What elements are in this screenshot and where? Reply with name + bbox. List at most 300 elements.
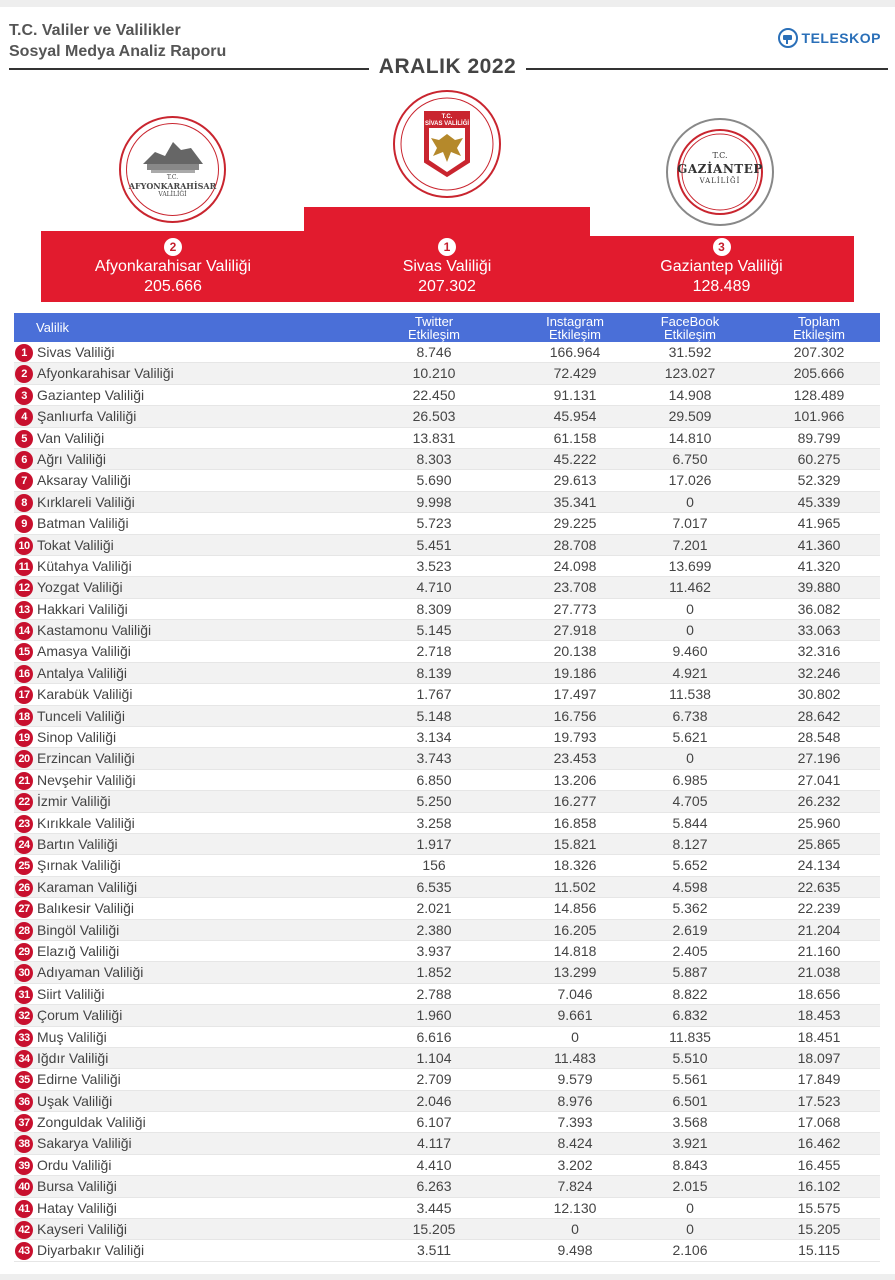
facebook-value: 8.822 [672,985,708,1002]
table-row [14,1005,880,1026]
facebook-value: 5.510 [672,1049,708,1066]
total-value: 101.966 [793,408,845,425]
total-value: 15.115 [798,1242,840,1259]
total-value: 18.656 [797,985,841,1002]
twitter-value: 2.021 [416,900,452,917]
valilik-name: Aksaray Valiliği [37,472,131,489]
total-value: 27.041 [797,771,841,788]
podium-first-name: Sivas Valiliği [402,258,492,275]
facebook-value: 6.832 [672,1007,708,1024]
total-value: 28.548 [797,729,841,746]
facebook-value: 8.843 [672,1156,708,1173]
rank-badge: 25 [15,857,33,875]
instagram-value: 23.453 [553,750,597,767]
table-row [14,920,880,941]
valilik-name: Zonguldak Valiliği [37,1114,146,1131]
afyon-emblem-office: VALİLİĞİ [158,191,187,198]
rank-badge: 4 [15,408,33,426]
rank-badge: 27 [15,900,33,918]
sivas-emblem [393,90,501,198]
valilik-name: Yozgat Valiliği [37,579,123,596]
table-row [14,1069,880,1090]
table-row [14,1112,880,1133]
table-row [14,791,880,812]
twitter-value: 1.852 [416,964,452,981]
valilik-name: Tunceli Valiliği [37,707,125,724]
valilik-name: Şanlıurfa Valiliği [37,408,137,425]
valilik-name: Siirt Valiliği [37,985,105,1002]
facebook-value: 29.509 [668,408,712,425]
table-row [14,1240,880,1261]
valilik-name: Sivas Valiliği [37,344,115,360]
afyon-emblem-tc: T.C. [166,174,179,181]
rank-badge: 15 [15,643,33,661]
facebook-value: 4.921 [672,664,708,681]
col-header-name-text: Valilik [36,320,69,335]
facebook-value: 123.027 [664,365,716,382]
total-value: 26.232 [797,793,841,810]
instagram-value: 9.579 [557,1071,593,1088]
facebook-value: 3.568 [672,1114,708,1131]
podium-third-name: Gaziantep Valiliği [660,258,783,275]
table-row [14,406,880,427]
rank-badge: 16 [15,665,33,683]
instagram-value: 27.918 [553,622,597,639]
total-value: 16.462 [797,1135,841,1152]
total-value: 25.960 [797,814,841,831]
bottom-strip [0,1274,895,1280]
instagram-value: 0 [571,1221,579,1238]
twitter-value: 3.258 [416,814,452,831]
gaziantep-emblem-tc: T.C. [712,151,728,160]
total-value: 21.160 [797,942,841,959]
valilik-name: Diyarbakır Valiliği [37,1242,145,1259]
instagram-value: 16.756 [553,707,597,724]
facebook-value: 5.362 [672,900,708,917]
rank-badge: 42 [15,1221,33,1239]
valilik-name: Hakkari Valiliği [37,600,128,617]
rank-badge: 31 [15,986,33,1004]
col-header-twitter [374,313,494,342]
instagram-value: 0 [571,1028,579,1045]
report-title-line2: Sosyal Medya Analiz Raporu [9,43,227,60]
facebook-value: 5.652 [672,857,708,874]
rank-badge: 5 [15,430,33,448]
sivas-emblem-name: SİVAS VALİLİĞİ [424,121,470,127]
rank-badge: 28 [15,922,33,940]
valilik-name: Adıyaman Valiliği [37,964,144,981]
table-row [14,577,880,598]
table-row [14,663,880,684]
table-row [14,641,880,662]
table-row [14,962,880,983]
valilik-name: Ordu Valiliği [37,1156,112,1173]
valilik-name: Şırnak Valiliği [37,857,121,874]
instagram-value: 19.186 [553,664,597,681]
rank-badge: 26 [15,879,33,897]
table-row [14,1091,880,1112]
table-row [14,556,880,577]
twitter-value: 3.511 [417,1242,451,1259]
rank-badge: 1 [15,344,33,362]
instagram-value: 61.158 [553,429,597,446]
valilik-name: Van Valiliği [37,429,105,446]
instagram-value: 24.098 [553,557,597,574]
instagram-value: 29.225 [553,515,597,532]
twitter-value: 5.250 [416,793,452,810]
total-value: 17.849 [797,1071,841,1088]
table-row [14,748,880,769]
afyon-emblem-name: AFYONKARAHİSAR [128,181,217,191]
facebook-value: 0 [686,493,694,510]
instagram-value: 17.497 [553,686,597,703]
rank-badge: 34 [15,1050,33,1068]
table-row [14,834,880,855]
instagram-value: 7.393 [557,1114,593,1131]
instagram-value: 16.277 [553,793,597,810]
twitter-value: 156 [422,857,446,874]
instagram-value: 166.964 [549,344,601,360]
twitter-value: 22.450 [412,386,456,403]
col-header-instagram-1: Instagram [546,313,604,329]
facebook-value: 0 [686,1199,694,1216]
total-value: 32.246 [797,664,841,681]
col-header-instagram [515,313,635,342]
report-period [0,55,895,79]
col-header-name [36,313,156,342]
total-value: 21.038 [797,964,841,981]
twitter-value: 5.148 [416,707,452,724]
rank-badge: 32 [15,1007,33,1025]
podium-third-rank: 3 [713,238,731,256]
table-row [14,1219,880,1240]
total-value: 18.453 [797,1007,841,1024]
rank-badge: 33 [15,1029,33,1047]
total-value: 17.523 [797,1092,841,1109]
rank-badge: 38 [15,1135,33,1153]
facebook-value: 9.460 [672,643,708,660]
valilik-name: Kastamonu Valiliği [37,622,152,639]
instagram-value: 13.299 [553,964,597,981]
rank-badge: 6 [15,451,33,469]
rank-badge: 30 [15,964,33,982]
twitter-value: 5.451 [416,536,452,553]
twitter-value: 6.850 [416,771,452,788]
twitter-value: 8.139 [416,664,452,681]
facebook-value: 31.592 [668,344,712,360]
facebook-value: 2.015 [672,1178,708,1195]
facebook-value: 11.462 [669,579,711,596]
total-value: 128.489 [793,386,845,403]
instagram-value: 11.483 [554,1049,596,1066]
rank-badge: 13 [15,601,33,619]
rank-badge: 36 [15,1093,33,1111]
twitter-value: 4.117 [417,1135,451,1152]
rank-badge: 18 [15,708,33,726]
twitter-value: 2.788 [416,985,452,1002]
instagram-value: 45.222 [553,450,597,467]
rank-badge: 23 [15,815,33,833]
instagram-value: 45.954 [553,408,597,425]
valilik-name: Amasya Valiliği [37,643,131,660]
instagram-value: 28.708 [553,536,597,553]
valilik-name: Kırklareli Valiliği [37,493,135,510]
rank-badge: 43 [15,1242,33,1260]
valilik-name: Kayseri Valiliği [37,1221,127,1238]
facebook-value: 2.106 [672,1242,708,1259]
valilik-name: Karabük Valiliği [37,686,133,703]
table-row [14,706,880,727]
podium-first [304,238,590,297]
valilik-name: Balıkesir Valiliği [37,900,134,917]
table-row [14,428,880,449]
total-value: 33.063 [797,622,841,639]
facebook-value: 8.127 [672,835,708,852]
twitter-value: 8.303 [416,450,452,467]
instagram-value: 19.793 [553,729,597,746]
twitter-value: 9.998 [416,493,452,510]
facebook-value: 14.908 [668,386,712,403]
twitter-value: 3.743 [416,750,452,767]
table-row [14,770,880,791]
table-row [14,599,880,620]
rank-badge: 29 [15,943,33,961]
total-value: 18.451 [797,1028,841,1045]
total-value: 15.205 [797,1221,841,1238]
twitter-value: 3.937 [416,942,452,959]
rank-badge: 19 [15,729,33,747]
twitter-value: 13.831 [412,429,456,446]
total-value: 41.360 [797,536,841,553]
twitter-value: 2.046 [416,1092,452,1109]
total-value: 21.204 [797,921,841,938]
report-period-text: ARALIK 2022 [371,55,524,78]
brand-name: TELESKOP [801,30,881,46]
facebook-value: 6.738 [672,707,708,724]
valilik-name: Iğdır Valiliği [37,1049,109,1066]
instagram-value: 11.502 [554,878,596,895]
table-row [14,342,880,363]
facebook-value: 2.619 [672,921,708,938]
facebook-value: 17.026 [668,472,712,489]
podium-second-rank: 2 [164,238,182,256]
instagram-value: 12.130 [553,1199,597,1216]
table-row [14,363,880,384]
podium-third [589,238,854,297]
col-header-facebook-2: Etkileşim [663,326,716,342]
total-value: 30.802 [797,686,841,703]
facebook-value: 14.810 [668,429,712,446]
total-value: 205.666 [793,365,845,382]
rank-badge: 40 [15,1178,33,1196]
table-row [14,1027,880,1048]
facebook-value: 5.621 [672,729,708,746]
rank-badge: 24 [15,836,33,854]
twitter-value: 4.410 [416,1156,452,1173]
table-row [14,470,880,491]
twitter-value: 1.767 [416,686,452,703]
ranking-table [14,313,880,1262]
total-value: 60.275 [797,450,841,467]
instagram-value: 7.046 [557,985,593,1002]
total-value: 52.329 [797,472,841,489]
valilik-name: Afyonkarahisar Valiliği [37,365,174,382]
rank-badge: 41 [15,1200,33,1218]
valilik-name: Kırıkkale Valiliği [37,814,135,831]
rank-badge: 39 [15,1157,33,1175]
valilik-name: Nevşehir Valiliği [37,771,136,788]
podium-first-score: 207.302 [418,278,476,295]
twitter-value: 6.535 [416,878,452,895]
valilik-name: Gaziantep Valiliği [37,386,145,403]
rank-badge: 12 [15,579,33,597]
col-header-total [759,313,879,342]
total-value: 24.134 [797,857,841,874]
facebook-value: 6.750 [672,450,708,467]
valilik-name: Bursa Valiliği [37,1178,117,1195]
table-row [14,898,880,919]
podium-third-score: 128.489 [692,278,751,295]
valilik-name: Sakarya Valiliği [37,1135,132,1152]
col-header-total-1: Toplam [798,313,840,329]
rank-badge: 9 [15,515,33,533]
gaziantep-emblem [666,118,774,226]
facebook-value: 0 [686,622,694,639]
teleskop-icon [778,28,798,48]
podium-second [41,238,305,297]
instagram-value: 23.708 [553,579,597,596]
rank-badge: 10 [15,537,33,555]
afyonkarahisar-emblem [119,116,226,223]
valilik-name: Çorum Valiliği [37,1007,123,1024]
col-header-twitter-2: Etkileşim [407,326,460,342]
table-row [14,385,880,406]
valilik-name: Erzincan Valiliği [37,750,135,767]
facebook-value: 6.985 [672,771,708,788]
facebook-value: 4.598 [672,878,708,895]
total-value: 32.316 [797,643,841,660]
twitter-value: 6.107 [416,1114,452,1131]
table-row [14,984,880,1005]
twitter-value: 5.723 [416,515,452,532]
instagram-value: 91.131 [553,386,597,403]
valilik-name: Edirne Valiliği [37,1071,121,1088]
instagram-value: 14.856 [553,900,597,917]
table-row [14,1133,880,1154]
twitter-value: 6.263 [416,1178,452,1195]
table-row [14,1198,880,1219]
table-row [14,877,880,898]
facebook-value: 4.705 [672,793,708,810]
facebook-value: 0 [686,600,694,617]
facebook-value: 0 [686,750,694,767]
table-row [14,620,880,641]
total-value: 28.642 [797,707,841,724]
report-title-line1: T.C. Valiler ve Valilikler [9,22,181,39]
total-value: 15.575 [797,1199,841,1216]
valilik-name: İzmir Valiliği [37,793,111,810]
table-body [14,342,880,1262]
instagram-value: 7.824 [557,1178,593,1195]
instagram-value: 15.821 [553,835,597,852]
instagram-value: 29.613 [553,472,597,489]
rank-badge: 14 [15,622,33,640]
table-row [14,449,880,470]
valilik-name: Kütahya Valiliği [37,557,132,574]
facebook-value: 7.201 [672,536,708,553]
top-strip [0,0,895,7]
valilik-name: Hatay Valiliği [37,1199,117,1216]
total-value: 17.068 [797,1114,841,1131]
total-value: 18.097 [797,1049,841,1066]
rank-badge: 8 [15,494,33,512]
instagram-value: 16.858 [553,814,597,831]
table-header [14,313,880,342]
facebook-value: 5.561 [672,1071,708,1088]
instagram-value: 27.773 [553,600,597,617]
table-row [14,1048,880,1069]
twitter-value: 26.503 [412,408,456,425]
instagram-value: 35.341 [553,493,597,510]
teleskop-logo [778,28,881,48]
valilik-name: Batman Valiliği [37,515,129,532]
twitter-value: 3.134 [416,729,452,746]
table-row [14,1155,880,1176]
twitter-value: 5.690 [416,472,452,489]
rank-badge: 2 [15,365,33,383]
valilik-name: Karaman Valiliği [37,878,138,895]
twitter-value: 1.917 [416,835,452,852]
table-row [14,727,880,748]
col-header-facebook-1: FaceBook [660,313,720,329]
total-value: 207.302 [793,344,845,360]
rank-badge: 37 [15,1114,33,1132]
instagram-value: 8.424 [557,1135,593,1152]
twitter-value: 6.616 [416,1028,452,1045]
col-header-facebook [630,313,750,342]
table-row [14,535,880,556]
instagram-value: 20.138 [553,643,597,660]
instagram-value: 8.976 [557,1092,593,1109]
col-header-instagram-2: Etkileşim [548,326,601,342]
twitter-value: 8.746 [416,344,452,360]
table-row [14,855,880,876]
instagram-value: 16.205 [553,921,597,938]
table-row [14,813,880,834]
twitter-value: 2.709 [416,1071,452,1088]
valilik-name: Tokat Valiliği [37,536,114,553]
facebook-value: 2.405 [672,942,708,959]
instagram-value: 72.429 [553,365,597,382]
twitter-value: 8.309 [416,600,452,617]
rank-badge: 20 [15,750,33,768]
table-row [14,1176,880,1197]
rank-badge: 11 [15,558,33,576]
rank-badge: 3 [15,387,33,405]
valilik-name: Sinop Valiliği [37,729,117,746]
facebook-value: 11.835 [669,1028,711,1045]
podium-first-rank: 1 [438,238,456,256]
facebook-value: 3.921 [672,1135,708,1152]
total-value: 16.455 [797,1156,841,1173]
total-value: 22.239 [797,900,841,917]
total-value: 89.799 [797,429,841,446]
valilik-name: Bartın Valiliği [37,835,118,852]
facebook-value: 6.501 [672,1092,708,1109]
valilik-name: Uşak Valiliği [37,1092,113,1109]
valilik-name: Antalya Valiliği [37,664,128,681]
facebook-value: 0 [686,1221,694,1238]
